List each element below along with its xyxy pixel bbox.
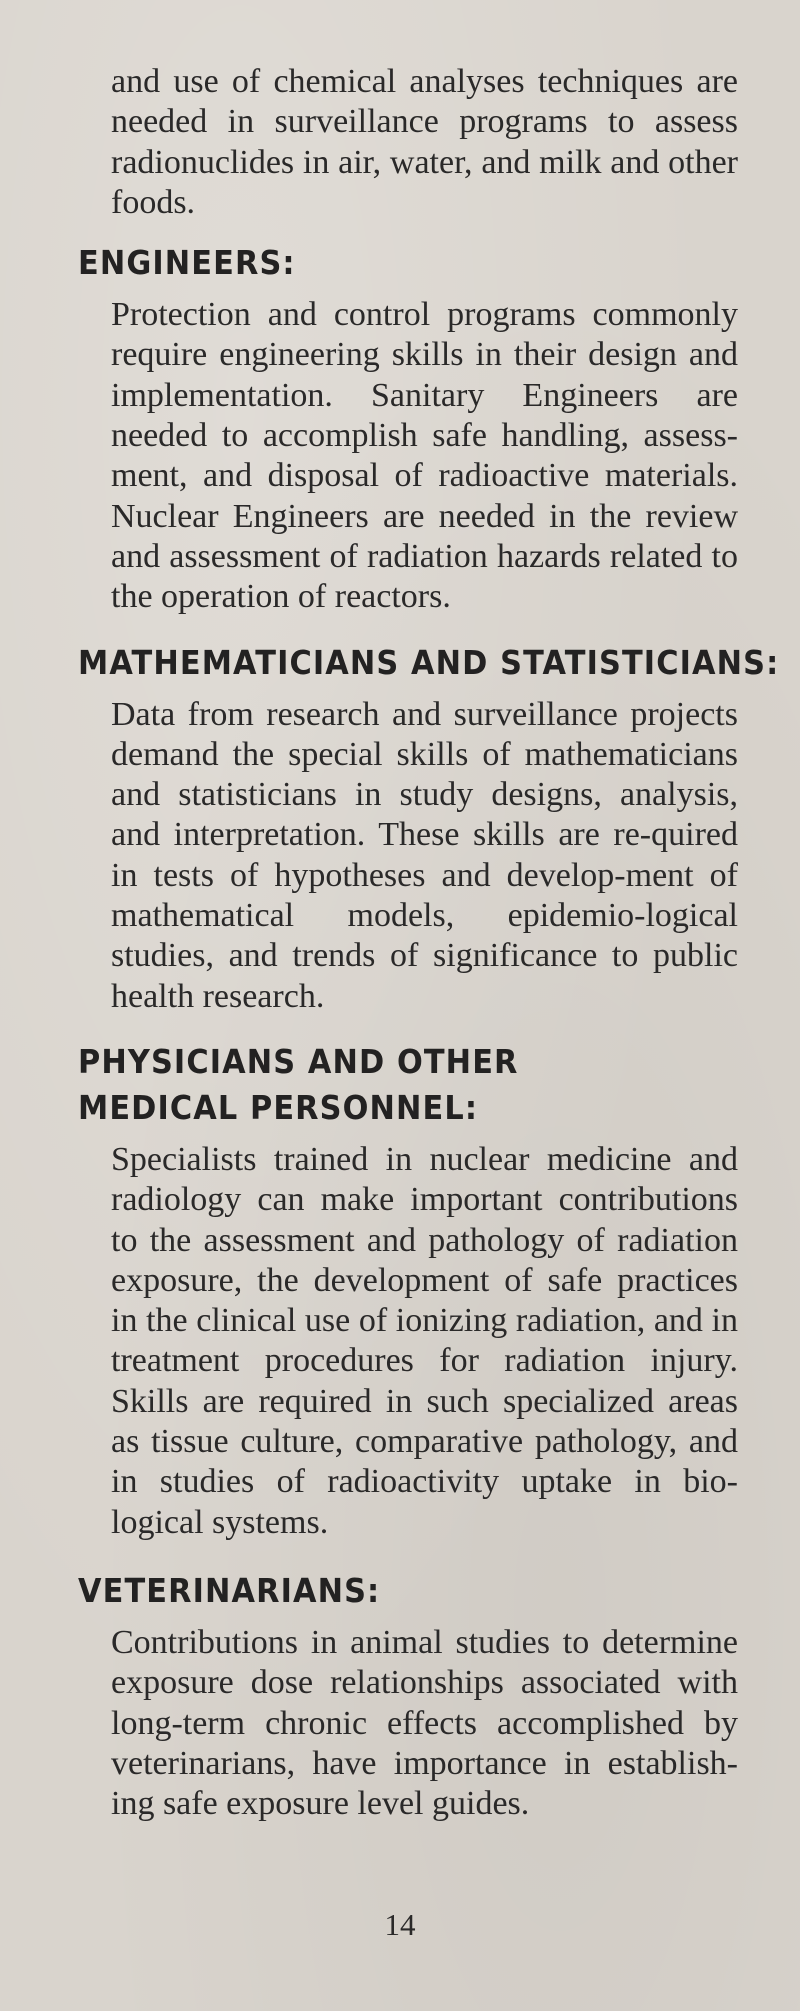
heading-physicians-line1: PHYSICIANS AND OTHER bbox=[78, 1041, 519, 1081]
heading-physicians-line2: MEDICAL PERSONNEL: bbox=[78, 1087, 479, 1127]
page-number: 14 bbox=[384, 1907, 416, 1942]
heading-engineers: ENGINEERS: bbox=[78, 243, 296, 283]
heading-veterinarians: VETERINARIANS: bbox=[78, 1570, 381, 1610]
mathematicians-paragraph: Data from research and surveillance projects demand the special skills of mathematicians and statisticians in study designs, analysis, and interpretation. These skills are re-quired in tests of hypotheses and develop-ment of mathematical models, epidemio-logical studies, and trends of significance to public health research. bbox=[111, 695, 738, 1015]
heading-physicians bbox=[78, 1040, 738, 1130]
physicians-paragraph: Specialists trained in nuclear medicine and radiology can make important contributions to the assessment and pathology of radiation exposure, the development of safe practices in the clinical use of ionizing radiation, and in treatment procedures for radiation injury. Skills are required in such specialized areas as tissue culture, comparative pathology, and in studies of radioactivity uptake in bio-logical systems. bbox=[111, 1140, 738, 1541]
intro-paragraph: and use of chemical analyses techniques are needed in surveillance programs to assess radionuclides in air, water, and milk and other foods. bbox=[111, 63, 738, 221]
heading-mathematicians-statisticians: MATHEMATICIANS AND STATISTICIANS: bbox=[78, 642, 780, 682]
engineers-paragraph: Protection and control programs commonly require engineering skills in their design and implementation. Sanitary Engineers are needed to accomplish safe handling, assess-ment, and disposal of radioactive materials. Nuclear Engineers are needed in the review and assessment of radiation hazards related to the operation of reactors. bbox=[111, 296, 738, 616]
veterinarians-paragraph: Contributions in animal studies to determine exposure dose relationships associated with long-term chronic effects accomplished by veterinarians, have importance in establish-ing safe exposure level guides. bbox=[111, 1623, 738, 1823]
page-content bbox=[78, 62, 780, 1824]
